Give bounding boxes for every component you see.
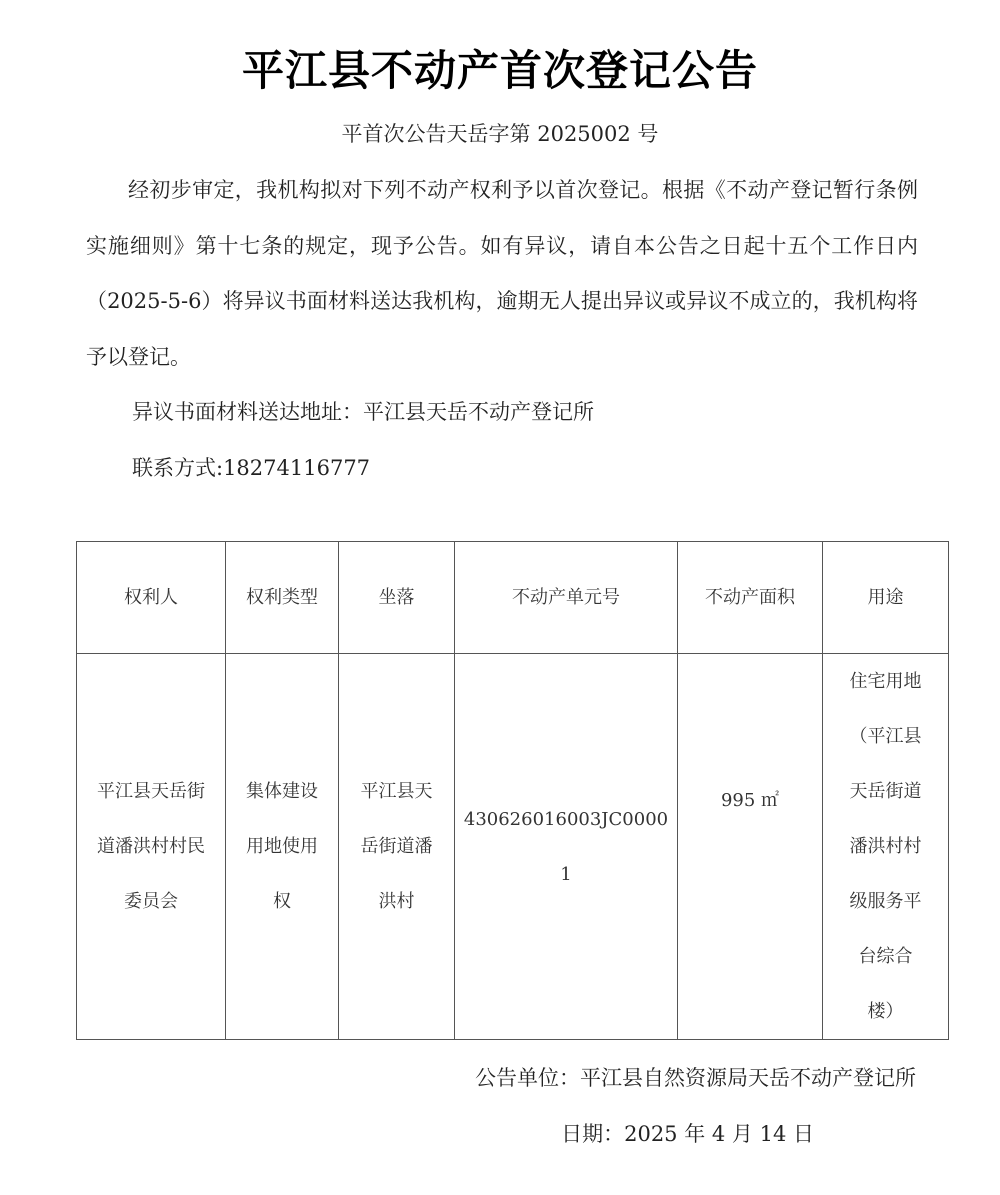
header-right-type: 权利类型 [226,542,339,654]
cell-location: 平江县天岳街道潘洪村 [339,654,455,1040]
cell-unit-no: 430626016003JC00001 [455,654,678,1040]
header-unit-no: 不动产单元号 [455,542,678,654]
issue-date: 日期：2025 年 4 月 14 日 [561,1122,814,1146]
contact-info: 联系方式:18274116777 [132,456,371,480]
announcement-paragraph: 经初步审定，我机构拟对下列不动产权利予以首次登记。根据《不动产登记暂行条例实施细则》第十七条的规定，现予公告。如有异议，请自本公告之日起十五个工作日内（2025-5-6）将异议书面材料送达我机构，逾期无人提出异议或异议不成立的，我机构将予以登记。 [86,178,918,369]
registration-table [76,541,949,1040]
cell-usage: 住宅用地（平江县天岳街道潘洪村村级服务平台综合楼） [823,654,949,1040]
table-header-row [77,542,949,654]
page-title: 平江县不动产首次登记公告 [241,46,758,95]
announcement-body [86,163,918,385]
header-area: 不动产面积 [678,542,823,654]
header-owner: 权利人 [77,542,226,654]
document-number: 平首次公告天岳字第 2025002 号 [341,122,659,146]
issuing-unit: 公告单位：平江县自然资源局天岳不动产登记所 [475,1066,916,1090]
cell-right-type: 集体建设用地使用权 [226,654,339,1040]
header-location: 坐落 [339,542,455,654]
cell-owner: 平江县天岳街道潘洪村村民委员会 [77,654,226,1040]
objection-address: 异议书面材料送达地址：平江县天岳不动产登记所 [132,400,594,424]
cell-area: 995 ㎡ [678,654,823,1040]
table-row [77,654,949,1040]
header-usage: 用途 [823,542,949,654]
